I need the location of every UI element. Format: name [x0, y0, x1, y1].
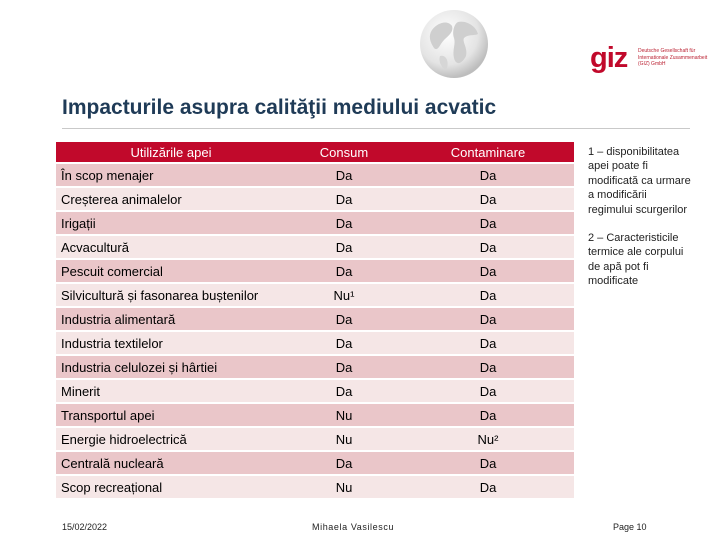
- use-cell: Acvacultură: [56, 236, 286, 258]
- contamination-cell: Da: [402, 164, 574, 186]
- consumption-cell: Da: [286, 188, 402, 210]
- table-row: [56, 164, 574, 186]
- table-row: [56, 404, 574, 426]
- table-row: [56, 308, 574, 330]
- contamination-cell: Da: [402, 380, 574, 402]
- consumption-cell: Nu: [286, 476, 402, 498]
- contamination-cell: Da: [402, 452, 574, 474]
- contamination-cell: Da: [402, 188, 574, 210]
- table-row: [56, 212, 574, 234]
- table-row: [56, 380, 574, 402]
- consumption-cell: Da: [286, 332, 402, 354]
- logo-org-text: Deutsche Gesellschaft für Internationale Zusammenarbeit (GIZ) GmbH: [638, 48, 708, 67]
- footer-author: Mihaela Vasilescu: [312, 522, 395, 532]
- table-header-row: [56, 142, 574, 162]
- consumption-cell: Da: [286, 380, 402, 402]
- use-cell: Industria celulozei și hârtiei: [56, 356, 286, 378]
- contamination-cell: Da: [402, 236, 574, 258]
- consumption-cell: Da: [286, 452, 402, 474]
- title-divider: [62, 128, 690, 129]
- use-cell: Transportul apei: [56, 404, 286, 426]
- footnote-2: 2 – Caracteristicile termice ale corpului de apă pot fi modificate: [588, 232, 684, 288]
- footnotes: [588, 145, 693, 303]
- consumption-cell: Nu: [286, 428, 402, 450]
- use-cell: Irigații: [56, 212, 286, 234]
- table-row: [56, 284, 574, 306]
- table-row: [56, 452, 574, 474]
- use-cell: Scop recreațional: [56, 476, 286, 498]
- contamination-cell: Da: [402, 212, 574, 234]
- use-cell: Industria alimentară: [56, 308, 286, 330]
- globe-icon: [418, 8, 490, 80]
- consumption-cell: Da: [286, 236, 402, 258]
- page-title: Impacturile asupra calităţii mediului acvatic: [62, 96, 497, 119]
- contamination-cell: Da: [402, 284, 574, 306]
- table-row: [56, 188, 574, 210]
- water-uses-table: [56, 140, 574, 500]
- header-consumption: Consum: [286, 142, 402, 162]
- footer-page-number: Page 10: [613, 522, 647, 532]
- header-water-uses: Utilizările apei: [56, 142, 286, 162]
- table-row: [56, 260, 574, 282]
- use-cell: Industria textilelor: [56, 332, 286, 354]
- table-row: [56, 332, 574, 354]
- contamination-cell: Da: [402, 404, 574, 426]
- consumption-cell: Da: [286, 260, 402, 282]
- logo-brand: giz: [590, 42, 628, 74]
- contamination-cell: Da: [402, 260, 574, 282]
- consumption-cell: Da: [286, 212, 402, 234]
- use-cell: În scop menajer: [56, 164, 286, 186]
- use-cell: Energie hidroelectrică: [56, 428, 286, 450]
- use-cell: Minerit: [56, 380, 286, 402]
- use-cell: Pescuit comercial: [56, 260, 286, 282]
- footer-date: 15/02/2022: [62, 522, 108, 532]
- contamination-cell: Da: [402, 308, 574, 330]
- table-row: [56, 476, 574, 498]
- consumption-cell: Da: [286, 308, 402, 330]
- contamination-cell: Da: [402, 476, 574, 498]
- consumption-cell: Nu: [286, 404, 402, 426]
- contamination-cell: Nu²: [402, 428, 574, 450]
- consumption-cell: Da: [286, 356, 402, 378]
- contamination-cell: Da: [402, 356, 574, 378]
- consumption-cell: Nu¹: [286, 284, 402, 306]
- use-cell: Creșterea animalelor: [56, 188, 286, 210]
- table-row: [56, 236, 574, 258]
- contamination-cell: Da: [402, 332, 574, 354]
- table-row: [56, 356, 574, 378]
- footnote-1: 1 – disponibilitatea apei poate fi modificată ca urmare a modificării regimului scurgerilor: [588, 146, 691, 216]
- consumption-cell: Da: [286, 164, 402, 186]
- header-contamination: Contaminare: [402, 142, 574, 162]
- use-cell: Centrală nucleară: [56, 452, 286, 474]
- use-cell: Silvicultură și fasonarea buștenilor: [56, 284, 286, 306]
- table-row: [56, 428, 574, 450]
